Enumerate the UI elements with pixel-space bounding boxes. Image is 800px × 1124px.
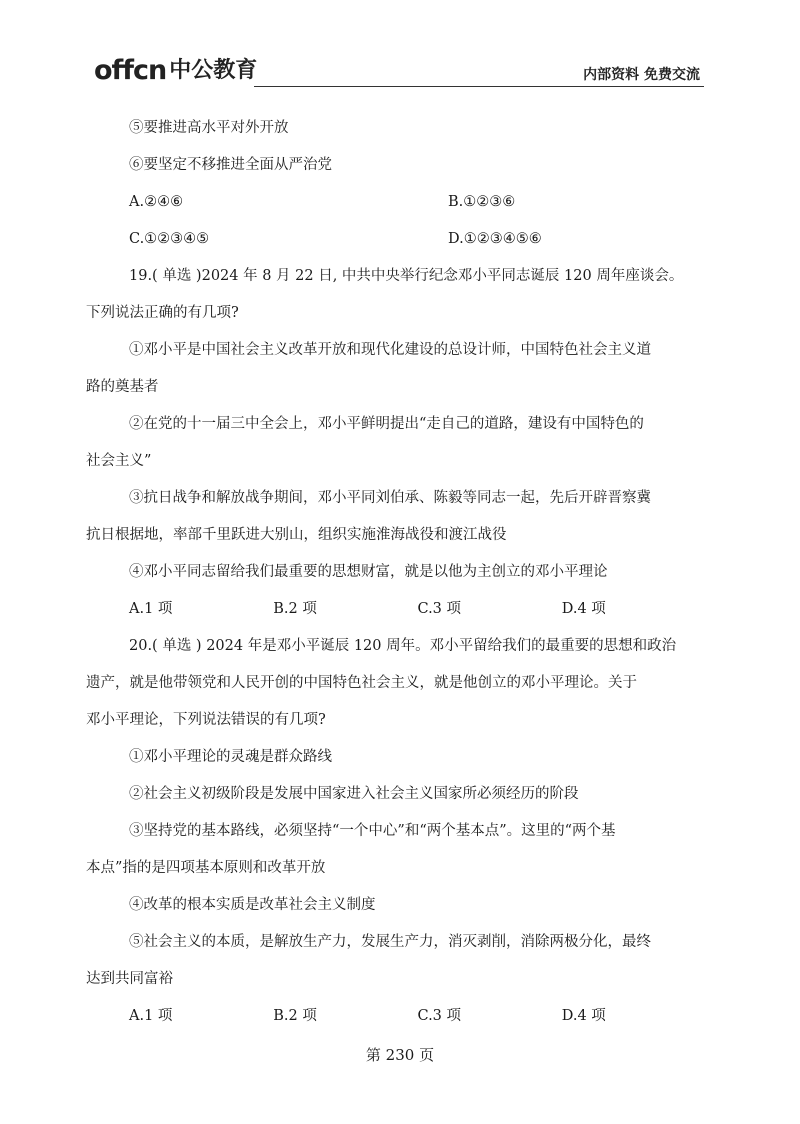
q18-option-b: B.①②③⑥	[448, 194, 516, 210]
q18-option-a: A.②④⑥	[129, 194, 184, 210]
q20-item-1: ①邓小平理论的灵魂是群众路线	[129, 749, 332, 765]
q20-stem: 20.( 单选 ) 2024 年是邓小平诞辰 120 周年。邓小平留给我们的最重要的思想和政治	[129, 638, 677, 654]
q19-item-2: ②在党的十一届三中全会上，邓小平鲜明提出“走自己的道路，建设有中国特色的	[129, 416, 644, 432]
q20-option-d: D.4 项	[561, 1008, 606, 1024]
q19-item-4: ④邓小平同志留给我们最重要的思想财富，就是以他为主创立的邓小平理论	[129, 564, 608, 580]
q20-item-3-cont: 本点”指的是四项基本原则和改革开放	[86, 860, 326, 876]
q19-item-1: ①邓小平是中国社会主义改革开放和现代化建设的总设计师，中国特色社会主义道	[129, 342, 651, 358]
q20-option-c: C.3 项	[417, 1008, 462, 1024]
q18-options-row2	[86, 221, 706, 258]
page-number: 第 230 页	[365, 1046, 435, 1064]
page-header	[94, 56, 704, 86]
q19-item-3-cont: 抗日根据地，率部千里跃进大别山，组织实施淮海战役和渡江战役	[86, 527, 507, 543]
q19-option-a: A.1 项	[129, 601, 173, 617]
q20-option-b: B.2 项	[273, 1008, 317, 1024]
q20-stem-cont-2: 邓小平理论，下列说法错误的有几项?	[86, 712, 326, 728]
q18-option-c: C.①②③④⑤	[129, 231, 210, 247]
q19-item-1-cont: 路的奠基者	[86, 379, 159, 395]
q18-options-row1	[86, 184, 706, 221]
header-divider	[254, 86, 704, 87]
q19-item-3: ③抗日战争和解放战争期间，邓小平同刘伯承、陈毅等同志一起，先后开辟晋察冀	[129, 490, 651, 506]
q19-option-d: D.4 项	[561, 601, 606, 617]
q18-option-d: D.①②③④⑤⑥	[448, 231, 542, 247]
q20-item-3: ③坚持党的基本路线，必须坚持“一个中心”和“两个基本点”。这里的“两个基	[129, 823, 616, 839]
q20-item-5-cont: 达到共同富裕	[86, 971, 173, 987]
logo-latin-text: offcn	[94, 55, 167, 86]
statement-5: ⑤要推进高水平对外开放	[129, 120, 289, 136]
logo-chinese-text: 中公教育	[169, 58, 258, 83]
header-internal-note: 内部资料 免费交流	[583, 67, 700, 83]
q19-options	[86, 591, 706, 628]
q19-item-2-cont: 社会主义”	[86, 453, 152, 469]
q20-options	[86, 998, 706, 1035]
q20-stem-cont-1: 遗产，就是他带领党和人民开创的中国特色社会主义，就是他创立的邓小平理论。关于	[86, 675, 637, 691]
q19-option-b: B.2 项	[273, 601, 317, 617]
q20-item-2: ②社会主义初级阶段是发展中国家进入社会主义国家所必须经历的阶段	[129, 786, 579, 802]
q20-option-a: A.1 项	[129, 1008, 173, 1024]
q19-option-c: C.3 项	[417, 601, 462, 617]
q20-item-5: ⑤社会主义的本质，是解放生产力，发展生产力，消灭剥削，消除两极分化，最终	[129, 934, 651, 950]
statement-6: ⑥要坚定不移推进全面从严治党	[129, 157, 332, 173]
q19-stem-cont: 下列说法正确的有几项?	[86, 305, 239, 321]
offcn-logo	[94, 55, 258, 86]
q20-item-4: ④改革的根本实质是改革社会主义制度	[129, 897, 376, 913]
document-body	[86, 110, 706, 1035]
q19-stem: 19.( 单选 )2024 年 8 月 22 日, 中共中央举行纪念邓小平同志诞辰 120 周年座谈会。	[129, 268, 684, 284]
